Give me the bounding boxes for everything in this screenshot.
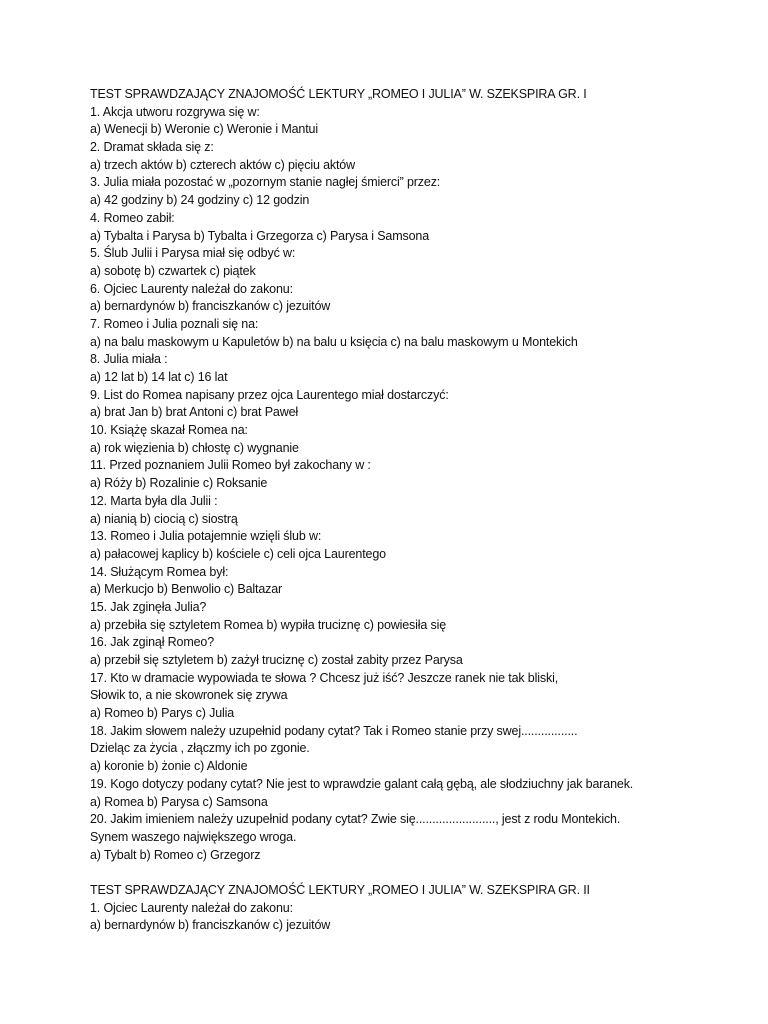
answer-line: a) bernardynów b) franciszkanów c) jezuitów	[90, 299, 331, 314]
answer-line: a) przebiła się sztyletem Romea b) wypiła truciznę c) powiesiła się	[90, 617, 447, 632]
question-line: 4. Romeo zabił:	[90, 210, 175, 225]
question-line: 16. Jak zginął Romeo?	[90, 635, 215, 650]
question-line: 11. Przed poznaniem Julii Romeo był zakochany w :	[90, 458, 371, 473]
question-line: 9. List do Romea napisany przez ojca Laurentego miał dostarczyć:	[90, 387, 449, 402]
answer-line: a) 42 godziny b) 24 godziny c) 12 godzin	[90, 193, 310, 208]
question-line: 1. Ojciec Laurenty należał do zakonu:	[90, 900, 293, 915]
question-line: 13. Romeo i Julia potajemnie wzięli ślub w:	[90, 529, 322, 544]
question-line: 15. Jak zginęła Julia?	[90, 599, 207, 614]
answer-line: a) brat Jan b) brat Antoni c) brat Paweł	[90, 405, 298, 420]
question-line: 8. Julia miała :	[90, 352, 168, 367]
question-line: 10. Książę skazał Romea na:	[90, 423, 248, 438]
answer-line: a) przebił się sztyletem b) zażył truciznę c) został zabity przez Parysa	[90, 653, 463, 667]
answer-line: a) Tybalt b) Romeo c) Grzegorz	[90, 847, 261, 862]
answer-line: a) koronie b) żonie c) Aldonie	[90, 759, 248, 774]
answer-line: a) sobotę b) czwartek c) piątek	[90, 263, 256, 278]
answer-line: a) Romea b) Parysa c) Samsona	[90, 794, 268, 809]
question-line: 2. Dramat składa się z:	[90, 140, 214, 155]
question-line: 14. Służącym Romea był:	[90, 564, 229, 579]
quote-line: Słowik to, a nie skowronek się zrywa	[90, 688, 288, 703]
question-line: 18. Jakim słowem należy uzupełnid podany cytat? Tak i Romeo stanie przy swej.................	[90, 723, 578, 738]
question-line: 5. Ślub Julii i Parysa miał się odbyć w:	[90, 246, 296, 261]
question-line: 20. Jakim imieniem należy uzupełnid podany cytat? Zwie się........................, jest z rodu Montekich.	[90, 812, 621, 827]
section1-title: TEST SPRAWDZAJĄCY ZNAJOMOŚĆ LEKTURY „ROMEO I JULIA” W. SZEKSPIRA GR. I	[90, 87, 587, 101]
answer-line: a) Róży b) Rozalinie c) Roksanie	[90, 476, 268, 491]
answer-line: a) trzech aktów b) czterech aktów c) pięciu aktów	[90, 157, 355, 172]
answer-line: a) Wenecji b) Weronie c) Weronie i Mantui	[90, 122, 318, 137]
answer-line: a) rok więzienia b) chłostę c) wygnanie	[90, 440, 299, 455]
answer-line: a) bernardynów b) franciszkanów c) jezuitów	[90, 918, 331, 933]
answer-line: a) nianią b) ciocią c) siostrą	[90, 511, 238, 526]
answer-line: a) Romeo b) Parys c) Julia	[90, 706, 235, 721]
section2-title: TEST SPRAWDZAJĄCY ZNAJOMOŚĆ LEKTURY „ROMEO I JULIA” W. SZEKSPIRA GR. II	[90, 882, 590, 897]
question-line: 17. Kto w dramacie wypowiada te słowa ? Chcesz już iść? Jeszcze ranek nie tak bliski,	[90, 670, 559, 685]
answer-line: a) pałacowej kaplicy b) kościele c) celi ojca Laurentego	[90, 546, 386, 561]
answer-line: a) Merkucjo b) Benwolio c) Baltazar	[90, 582, 283, 597]
quote-line: Synem waszego największego wroga.	[90, 829, 297, 844]
question-line: 12. Marta była dla Julii :	[90, 493, 218, 508]
test-sheet	[90, 86, 730, 935]
answer-line: a) 12 lat b) 14 lat c) 16 lat	[90, 370, 228, 384]
question-line: 19. Kogo dotyczy podany cytat? Nie jest to wprawdzie galant całą gębą, ale słodziuchny jak baranek.	[90, 776, 634, 791]
quote-line: Dzieląc za życia , złączmy ich po zgonie.	[90, 741, 310, 756]
question-line: 7. Romeo i Julia poznali się na:	[90, 316, 259, 331]
answer-line: a) Tybalta i Parysa b) Tybalta i Grzegorza c) Parysa i Samsona	[90, 228, 429, 243]
question-line: 1. Akcja utworu rozgrywa się w:	[90, 104, 260, 119]
question-line: 3. Julia miała pozostać w „pozornym stanie nagłej śmierci” przez:	[90, 175, 441, 190]
answer-line: a) na balu maskowym u Kapuletów b) na balu u księcia c) na balu maskowym u Montekich	[90, 334, 578, 349]
question-line: 6. Ojciec Laurenty należał do zakonu:	[90, 281, 293, 296]
section-spacer	[90, 864, 730, 882]
